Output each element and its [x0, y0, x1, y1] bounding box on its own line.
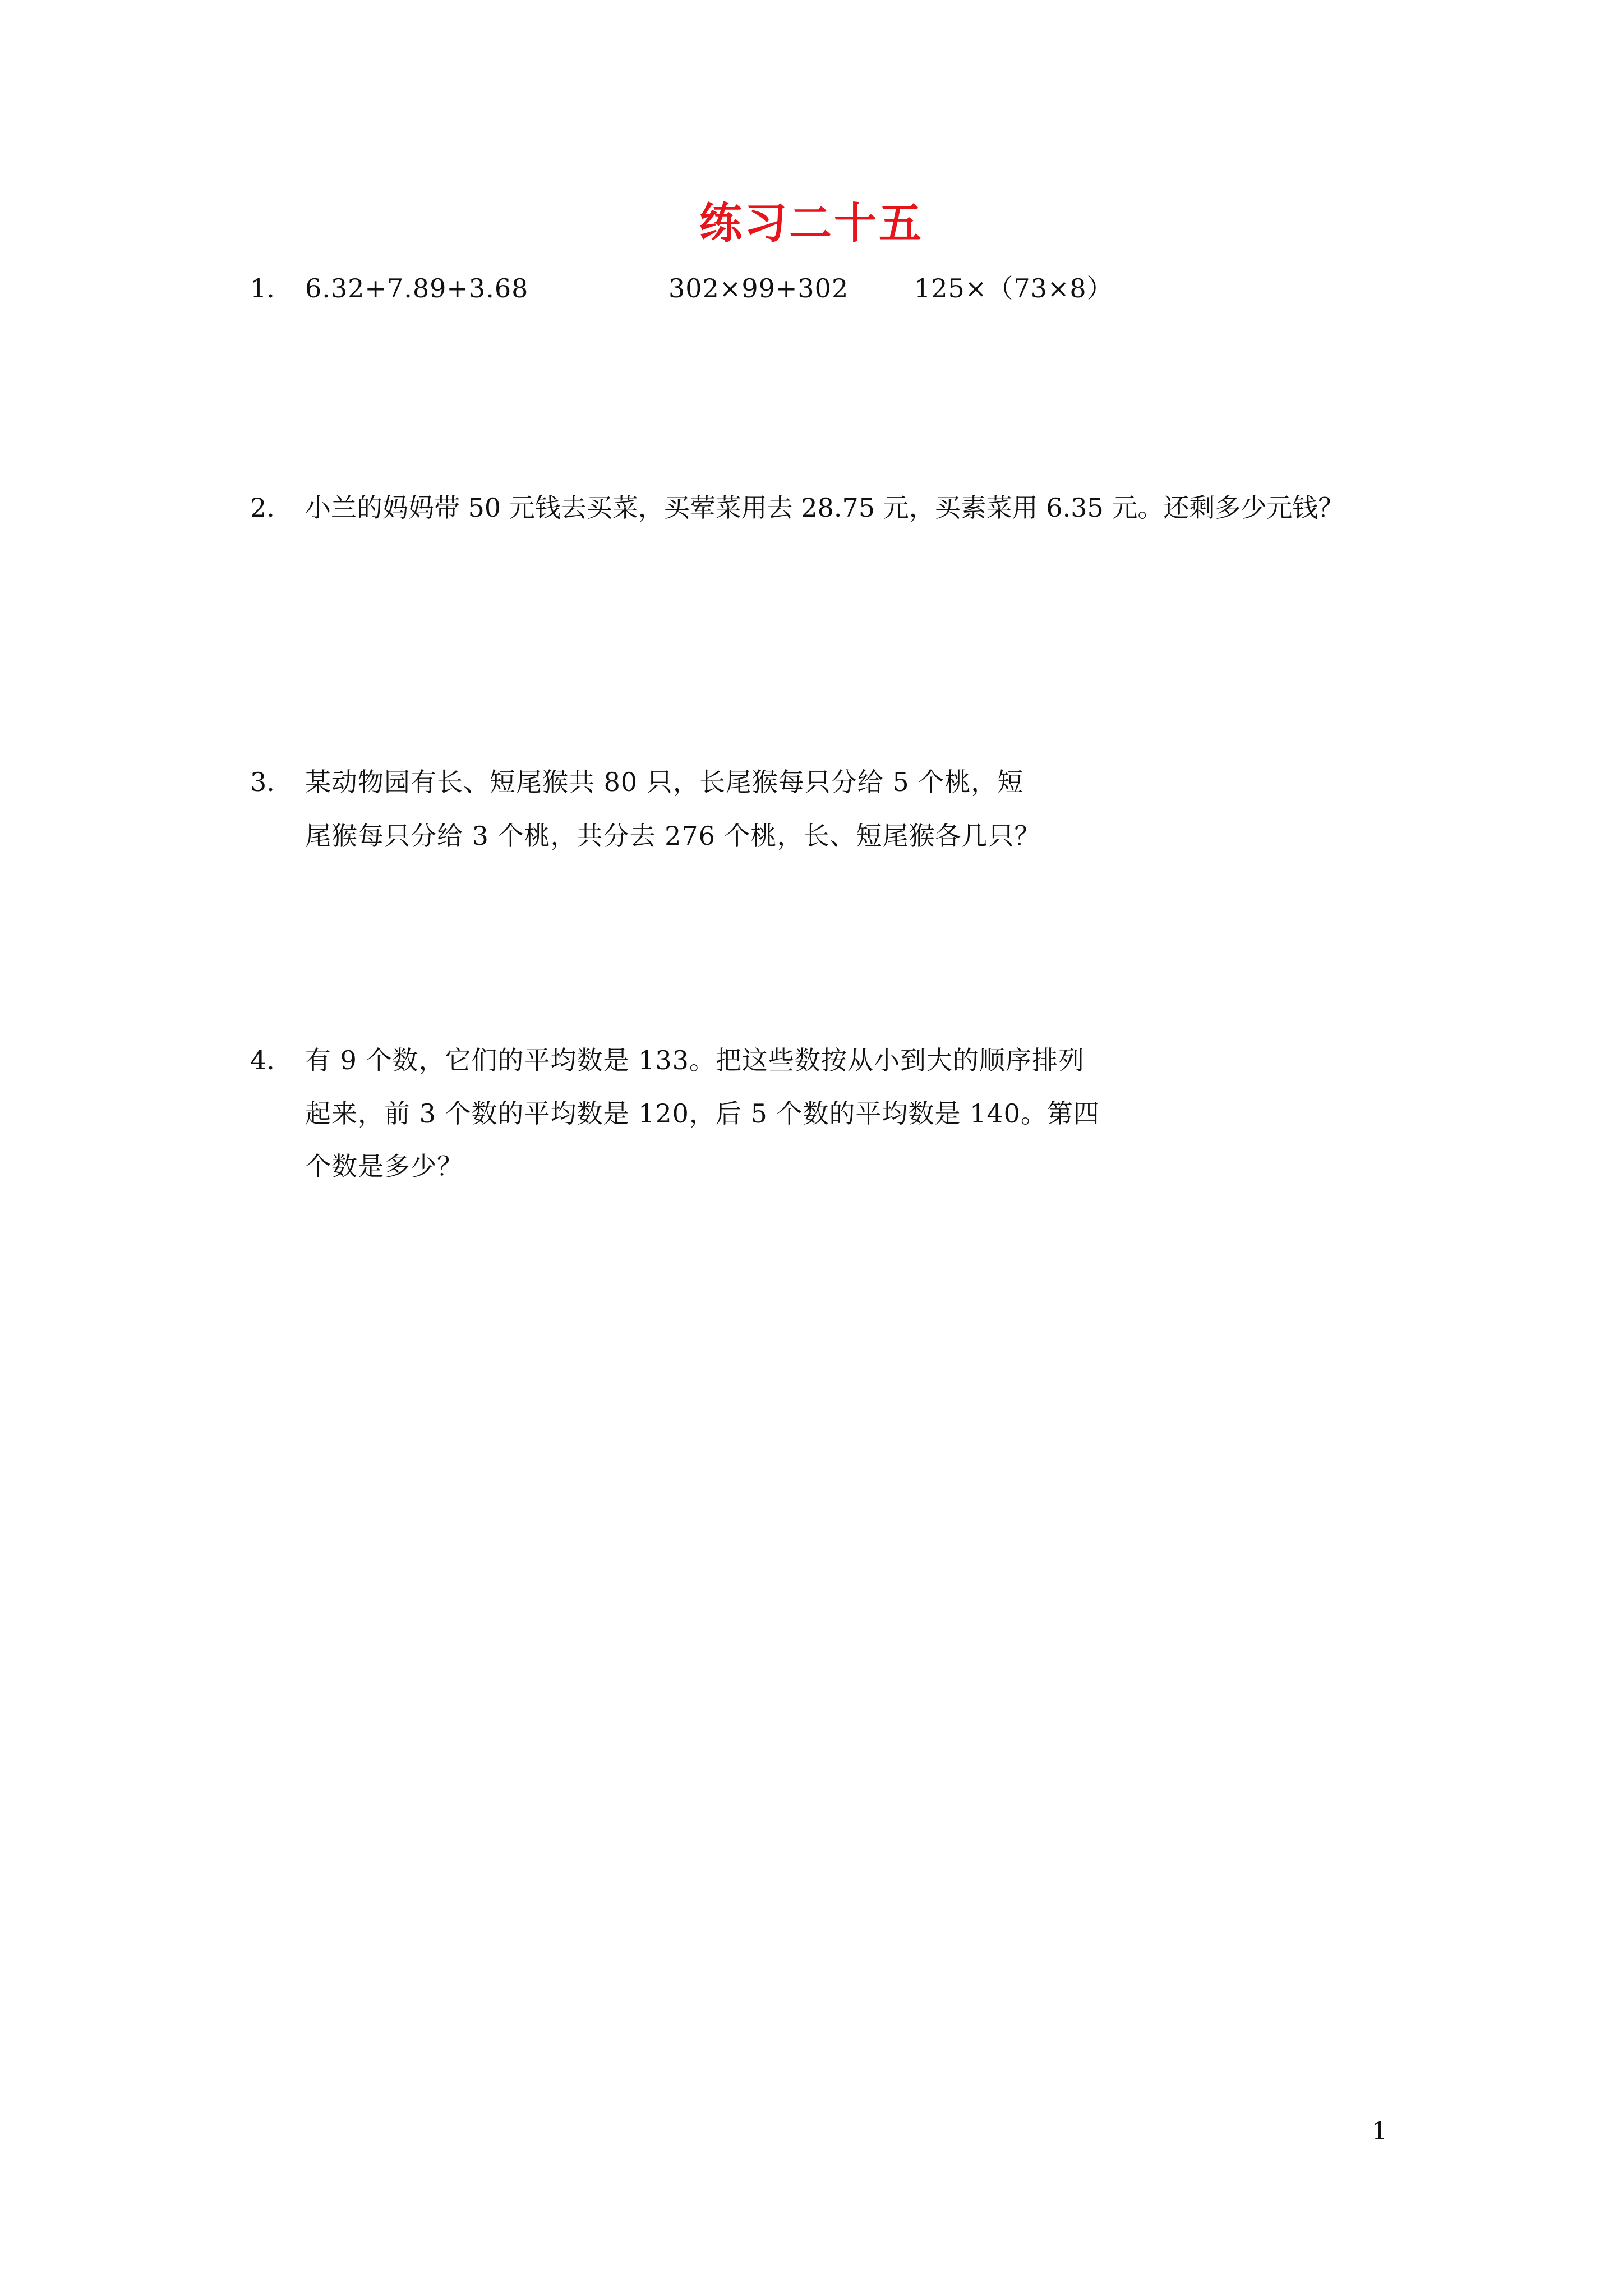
expression: 6.32+7.89+3.68 [305, 273, 529, 303]
question-number: 3. [250, 767, 275, 797]
expression: 302×99+302 [668, 273, 849, 303]
page-title: 练习二十五 [699, 198, 924, 248]
question-number: 2. [250, 493, 275, 523]
expression: 125×（73×8） [914, 273, 1113, 303]
question-text-line: 有 9 个数，它们的平均数是 133。把这些数按从小到大的顺序排列 [305, 1045, 1085, 1075]
question-text-line: 尾猴每只分给 3 个桃，共分去 276 个桃，长、短尾猴各几只？ [305, 821, 1041, 851]
question-text-line: 起来，前 3 个数的平均数是 120，后 5 个数的平均数是 140。第四 [305, 1098, 1100, 1129]
question-text-line: 小兰的妈妈带 50 元钱去买菜，买荤菜用去 28.75 元，买素菜用 6.35 元。还剩多少元钱？ [305, 493, 1344, 523]
question-text-line: 个数是多少？ [305, 1151, 463, 1181]
question-text-line: 某动物园有长、短尾猴共 80 只，长尾猴每只分给 5 个桃，短 [305, 767, 1024, 797]
page-number: 1 [1372, 2117, 1387, 2146]
question-number: 4. [250, 1045, 275, 1075]
question-number: 1. [250, 273, 275, 303]
